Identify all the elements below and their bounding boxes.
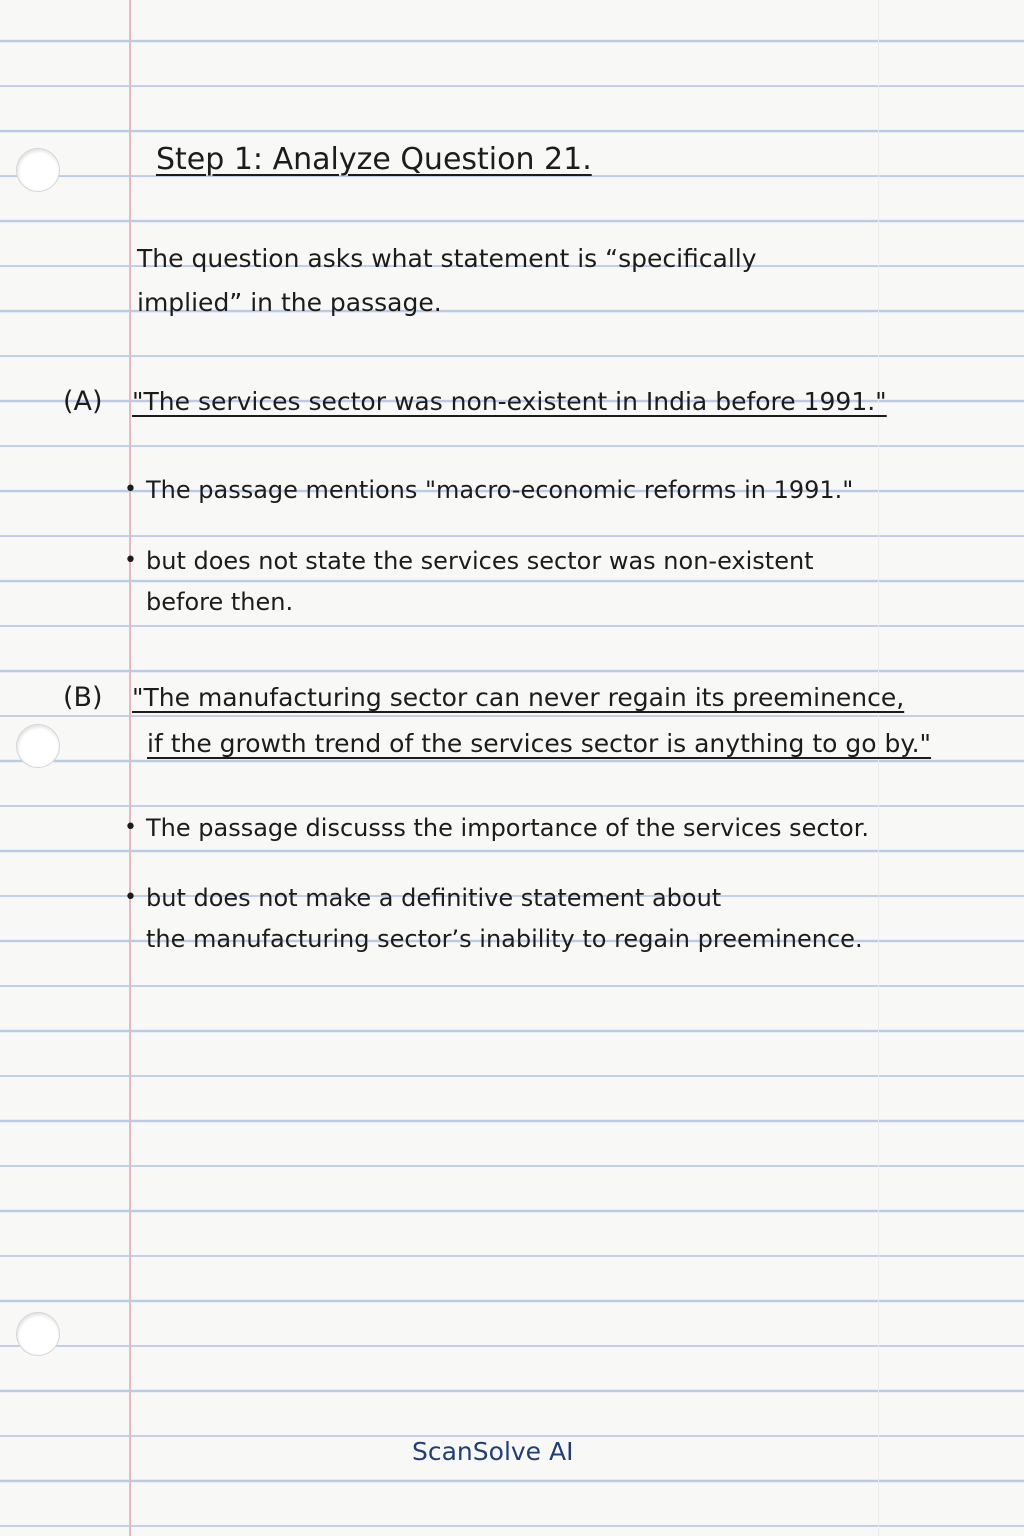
option-b-bullet-2: but does not make a definitive statement about <box>146 884 722 912</box>
bullet-dot: • <box>124 885 137 910</box>
binder-hole <box>16 148 60 192</box>
option-a-label: (A) <box>63 386 103 417</box>
option-a-bullet-1: The passage mentions "macro-economic reforms in 1991." <box>146 476 854 504</box>
option-a-bullet-2-continued: before then. <box>146 588 294 616</box>
right-guide-line <box>878 0 879 1536</box>
intro-line-2: implied” in the passage. <box>137 288 442 317</box>
option-b-bullet-1: The passage discusss the importance of the services sector. <box>146 814 869 842</box>
option-a-bullet-2: but does not state the services sector was non-existent <box>146 547 814 575</box>
bullet-dot: • <box>124 477 137 502</box>
option-b-label: (B) <box>63 682 103 713</box>
option-b-quote-line-1: "The manufacturing sector can never regain its preeminence, <box>132 683 905 712</box>
intro-line-1: The question asks what statement is “specifically <box>137 244 757 273</box>
option-b-bullet-2-continued: the manufacturing sector’s inability to regain preeminence. <box>146 925 863 953</box>
margin-line <box>129 0 131 1536</box>
bullet-dot: • <box>124 815 137 840</box>
option-a-quote: "The services sector was non-existent in India before 1991." <box>132 387 887 416</box>
step-title: Step 1: Analyze Question 21. <box>156 142 592 177</box>
brand-watermark: ScanSolve AI <box>412 1437 574 1466</box>
binder-hole <box>16 1312 60 1356</box>
bullet-dot: • <box>124 548 137 573</box>
option-b-quote-line-2: if the growth trend of the services sector is anything to go by." <box>147 729 932 758</box>
binder-hole <box>16 724 60 768</box>
